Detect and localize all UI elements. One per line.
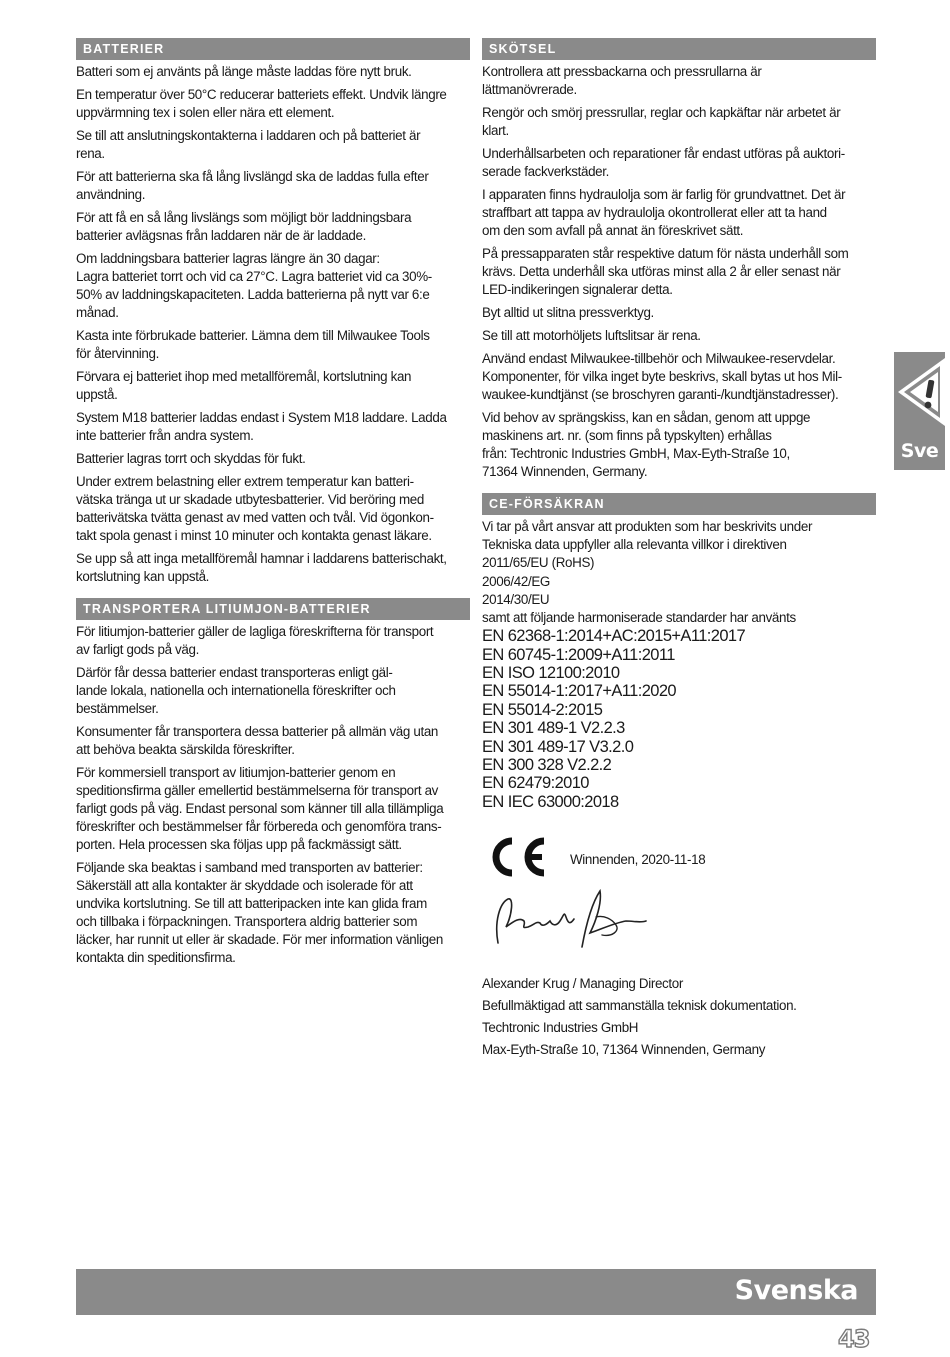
standard-item: EN 55014-1:2017+A11:2020 bbox=[482, 682, 677, 701]
standard-item: EN 301 489-17 V3.2.0 bbox=[482, 737, 634, 756]
right-column bbox=[482, 38, 876, 1061]
batterier-paragraph: Kasta inte förbrukade batterier. Lämna dem till Milwaukee Tools för återvinning. bbox=[76, 328, 430, 361]
skotsel-paragraph: Använd endast Milwaukee-tillbehör och Milwaukee-reservdelar. Komponenter, för vilka inget byte beskrivs, skall bytas ut hos Mil- waukee-kundtjänst (se broschyren garanti-/kundtjänstadresser). bbox=[482, 351, 842, 402]
skotsel-paragraph: På pressapparaten står respektive datum för nästa underhåll som krävs. Detta underhåll ska utföras minst alla 2 år eller senast när LED-indikeringen signalerar detta. bbox=[482, 246, 849, 297]
ce-mark-row bbox=[482, 829, 876, 891]
side-tab-label: Sve bbox=[900, 440, 939, 462]
skotsel-paragraph: Underhållsarbeten och reparationer får endast utföras på auktori- serade fackverkstäder. bbox=[482, 146, 845, 179]
batterier-paragraph: Batterier lagras torrt och skyddas för fukt. bbox=[76, 451, 306, 466]
signature-image bbox=[484, 881, 654, 961]
skotsel-heading: SKÖTSEL bbox=[482, 38, 876, 60]
ce-section bbox=[482, 493, 876, 1061]
batterier-paragraph: System M18 batterier laddas endast i System M18 laddare. Ladda inte batterier från andra system. bbox=[76, 410, 447, 443]
standard-item: EN 55014-2:2015 bbox=[482, 700, 603, 719]
company-address: Max-Eyth-Straße 10, 71364 Winnenden, Germany bbox=[482, 1042, 766, 1058]
skotsel-section bbox=[482, 38, 876, 481]
page-number: 43 bbox=[838, 1325, 870, 1353]
standard-item: EN 62368-1:2014+AC:2015+A11:2017 bbox=[482, 627, 746, 646]
transport-heading: TRANSPORTERA LITIUMJON-BATTERIER bbox=[76, 598, 470, 620]
ce-directive: 2011/65/EU (RoHS) bbox=[482, 555, 595, 571]
transport-paragraph: Därför får dessa batterier endast transporteras enligt gäl- lande lokala, nationella och internationella föreskrifter och bestämmelser. bbox=[76, 665, 396, 716]
left-column bbox=[76, 38, 470, 972]
batterier-paragraph: Se till att anslutningskontakterna i laddaren och på batteriet är rena. bbox=[76, 128, 421, 161]
skotsel-paragraph: Vid behov av sprängskiss, kan en sådan, genom att uppge maskinens art. nr. (som finns på typskylten) erhållas från: Techtronic Industries GmbH, Max-Eyth-Straße 10, 71364 Winnenden, Germany. bbox=[482, 410, 811, 479]
footer-bar bbox=[76, 1269, 876, 1315]
transport-paragraph: Följande ska beaktas i samband med transporten av batterier: Säkerställ att alla kontakter är skyddade och isolerade för att undvika kortslutning. Se till att batteripacken inte kan glida fram och tillbaka i förpackningen. Transportera aldrig batterier som läcker, har runnit ut eller är skadade. För mer information vänligen kontakta din speditionsfirma. bbox=[76, 860, 443, 965]
standard-item: EN 60745-1:2009+A11:2011 bbox=[482, 645, 675, 664]
place-date: Winnenden, 2020-11-18 bbox=[570, 852, 706, 868]
batterier-section bbox=[76, 38, 470, 586]
batterier-paragraph: Se upp så att inga metallföremål hamnar i laddarens batterischakt, kortslutning kan uppstå. bbox=[76, 551, 447, 584]
batterier-paragraph: För att få en så lång livslängs som möjligt bör laddningsbara batterier avlägsnas från laddaren när de är laddade. bbox=[76, 210, 412, 243]
standard-item: EN 62479:2010 bbox=[482, 774, 589, 793]
ce-directive: 2006/42/EG bbox=[482, 573, 550, 589]
batterier-paragraph: Under extrem belastning eller extrem temperatur kan batteri- vätska tränga ut ur skadade utbytesbatterier. Vid beröring med batterivätska tvätta genast av med vatten och tvål. Vid ögonkon- takt spola genast i minst 10 minuter och kontakta genast läkare. bbox=[76, 474, 434, 543]
batterier-paragraph: För att batterierna ska få lång livslängd ska de laddas fulla efter användning. bbox=[76, 169, 429, 202]
skotsel-paragraph: Rengör och smörj pressrullar, reglar och kapkäftar när arbetet är klart. bbox=[482, 105, 841, 138]
batterier-heading: BATTERIER bbox=[76, 38, 470, 60]
transport-paragraph: För litiumjon-batterier gäller de lagliga föreskrifterna för transport av farligt gods på väg. bbox=[76, 624, 434, 657]
batterier-paragraph: Förvara ej batteriet ihop med metallföremål, kortslutning kan uppstå. bbox=[76, 369, 412, 402]
skotsel-paragraph: Byt alltid ut slitna pressverktyg. bbox=[482, 305, 654, 320]
skotsel-paragraph: I apparaten finns hydraulolja som är farlig för grundvattnet. Det är straffbart att tappa av hydraulolja okontrollerat eller att ta hand om den som avfall på annat än föreskrivet sätt. bbox=[482, 187, 846, 238]
language-side-tab bbox=[894, 352, 945, 470]
standard-item: EN IEC 63000:2018 bbox=[482, 792, 619, 811]
ce-mark-icon bbox=[486, 833, 550, 881]
ce-directive: 2014/30/EU bbox=[482, 591, 550, 607]
standard-item: EN 301 489-1 V2.2.3 bbox=[482, 719, 625, 738]
standard-item: EN ISO 12100:2010 bbox=[482, 664, 620, 683]
company-name: Techtronic Industries GmbH bbox=[482, 1020, 639, 1036]
footer-language-label: Svenska bbox=[734, 1275, 858, 1306]
transport-paragraph: För kommersiell transport av litiumjon-batterier genom en speditionsfirma gäller emellertid bestämmelserna för transport av farligt gods på väg. Endast personal som känner till alla tillämpliga föreskrifter och bestämmelser får förbereda och genomföra trans- porten. Hela processen ska följas upp på fackmässigt sätt. bbox=[76, 765, 444, 852]
standards-list bbox=[482, 627, 876, 811]
transport-paragraph: Konsumenter får transportera dessa batterier på allmän väg utan att behöva beakta särskilda föreskrifter. bbox=[76, 724, 439, 757]
warning-icon bbox=[894, 352, 945, 432]
transport-section bbox=[76, 598, 470, 967]
ce-intro-line: Vi tar på vårt ansvar att produkten som har beskrivits under bbox=[482, 519, 813, 534]
skotsel-paragraph: Kontrollera att pressbackarna och pressrullarna är lättmanövrerade. bbox=[482, 64, 762, 97]
skotsel-paragraph: Se till att motorhöljets luftslitsar är rena. bbox=[482, 328, 701, 343]
signatory-name: Alexander Krug / Managing Director bbox=[482, 976, 683, 992]
ce-heading: CE-FÖRSÄKRAN bbox=[482, 493, 876, 515]
ce-intro-line: Tekniska data uppfyller alla relevanta villkor i direktiven bbox=[482, 537, 787, 553]
authorization-statement: Befullmäktigad att sammanställa teknisk dokumentation. bbox=[482, 998, 797, 1014]
batterier-paragraph: En temperatur över 50°C reducerar batteriets effekt. Undvik längre uppvärmning tex i solen eller nära ett element. bbox=[76, 87, 447, 120]
standard-item: EN 300 328 V2.2.2 bbox=[482, 756, 612, 775]
ce-intro-line: samt att följande harmoniserade standarder har använts bbox=[482, 610, 796, 626]
batterier-paragraph: Batteri som ej använts på länge måste laddas före nytt bruk. bbox=[76, 64, 412, 79]
batterier-paragraph: Om laddningsbara batterier lagras längre än 30 dagar: Lagra batteriet torrt och vid ca 27°C. Lagra batteriet vid ca 30%- 50% av laddningskapaciteten. Ladda batterierna på nytt var 6:e månad. bbox=[76, 251, 432, 320]
